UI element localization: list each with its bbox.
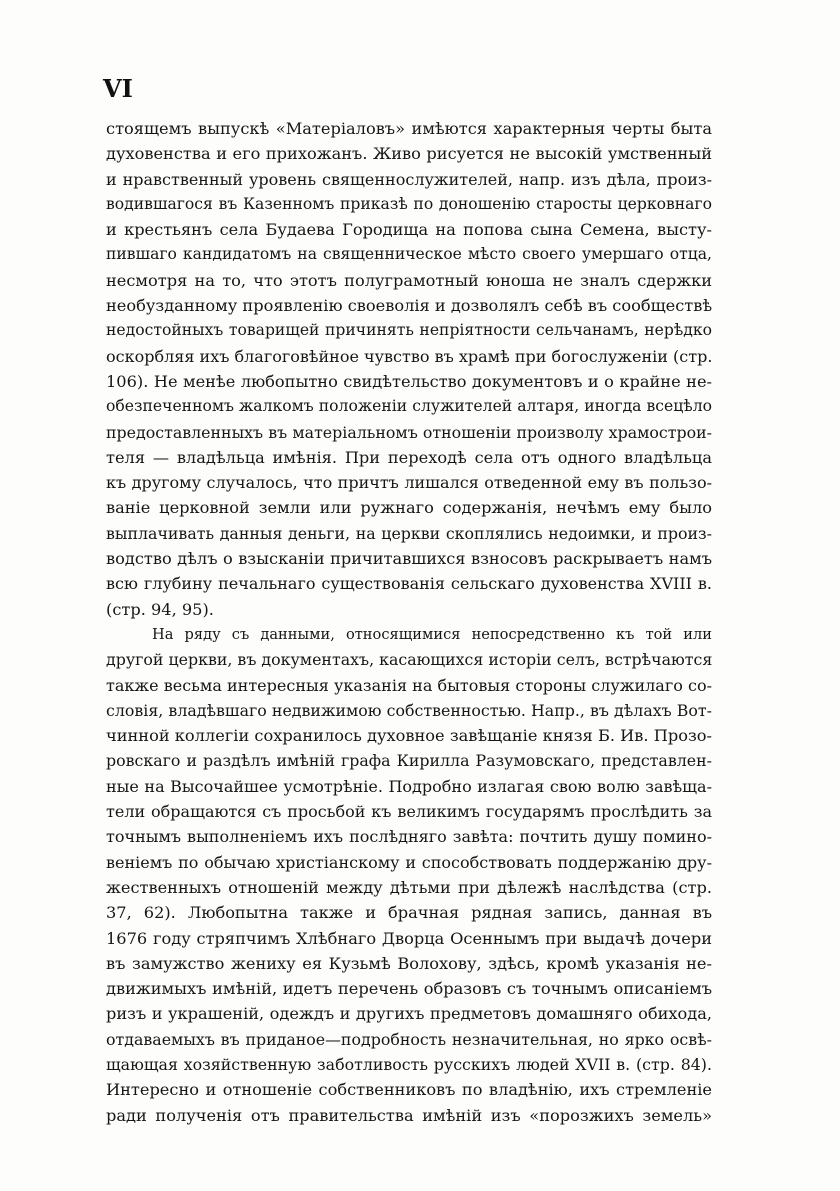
text-line: другой церкви, въ документахъ, касающихся исторіи селъ, встрѣчаются — [106, 650, 713, 670]
text-line: точнымъ выполненіемъ ихъ послѣдняго завѣта: почтить душу помино- — [106, 827, 712, 847]
text-line: теля — владѣльца имѣнія. При переходѣ села отъ одного владѣльца — [106, 447, 712, 467]
text-line: ризъ и украшеній, одеждъ и другихъ предметовъ домашняго обихода, — [106, 1004, 712, 1024]
text-line: духовенства и его прихожанъ. Живо рисуется не высокій умственный — [106, 144, 712, 164]
text-line: въ замужство жениху ея Кузьмѣ Волохову, здѣсь, кромѣ указанія не- — [106, 953, 712, 973]
text-line: выплачивать данныя деньги, на церкви скоплялись недоимки, и произ- — [106, 523, 712, 543]
text-line: предоставленныхъ въ матеріальномъ отношеніи произволу храмострои- — [106, 422, 712, 442]
text-line: веніемъ по обычаю христіанскому и способствовать поддержанію дру- — [106, 852, 712, 872]
text-line: ровскаго и раздѣлъ имѣній графа Кирилла Разумовскаго, представлен- — [106, 751, 712, 771]
text-line: стоящемъ выпускѣ «Матеріаловъ» имѣются характерныя черты быта — [106, 119, 712, 138]
text-line: водство дѣлъ о взысканіи причитавшихся взносовъ раскрываетъ намъ — [106, 549, 712, 569]
text-line: всю глубину печальнаго существованія сельскаго духовенства XVIII в. — [106, 574, 712, 594]
text-line: (стр. 94, 95). — [106, 599, 214, 619]
text-line: Интересно и отношеніе собственниковъ по владѣнію, ихъ стремленіе — [106, 1080, 712, 1100]
body-text — [106, 116, 712, 1128]
text-line: тели обращаются съ просьбой къ великимъ государямъ прослѣдить за — [106, 802, 712, 822]
text-line: движимыхъ имѣній, идетъ перечень образовъ съ точнымъ описаніемъ — [106, 979, 712, 999]
paragraph — [106, 116, 712, 622]
text-line: также весьма интересныя указанія на бытовыя стороны служилаго со- — [106, 675, 712, 695]
text-line: недостойныхъ товарищей причинять непріятности сельчанамъ, нерѣдко — [106, 321, 712, 340]
text-line: ради полученія отъ правительства имѣній изъ «порозжихъ земель» — [106, 1105, 712, 1125]
text-line: несмотря на то, что этотъ полуграмотный юноша не зналъ сдержки — [106, 270, 712, 290]
text-line: словія, владѣвшаго недвижимою собственностью. Напр., въ дѣлахъ Вот- — [106, 700, 712, 720]
text-line: къ другому случалось, что причтъ лишался отведенной ему въ пользо- — [106, 473, 712, 493]
text-line: На ряду съ данными, относящимися непосредственно къ той или — [152, 625, 712, 643]
text-line: оскорбляя ихъ благоговѣйное чувство въ храмѣ при богослуженіи (стр. — [106, 346, 713, 366]
text-line: пившаго кандидатомъ на священническое мѣсто своего умершаго отца, — [106, 245, 712, 264]
text-line: 1676 году стряпчимъ Хлѣбнаго Дворца Осеннымъ при выдачѣ дочери — [106, 928, 712, 948]
text-line: ные на Высочайшее усмотрѣніе. Подробно излагая свою волю завѣща- — [106, 776, 712, 796]
text-line: 37, 62). Любопытна также и брачная рядная запись, данная въ — [106, 903, 712, 923]
text-line: водившагося въ Казенномъ приказѣ по доношенію старосты церковнаго — [106, 194, 712, 213]
text-line: чинной коллегіи сохранилось духовное завѣщаніе князя Б. Ив. Прозо- — [106, 726, 712, 746]
text-line: 106). Не менѣе любопытно свидѣтельство документовъ и о крайне не- — [106, 371, 712, 391]
text-line: необузданному проявленію своеволія и дозволялъ себѣ въ сообществѣ — [106, 296, 713, 316]
text-line: щающая хозяйственную заботливость русскихъ людей XVII в. (стр. 84). — [106, 1054, 712, 1074]
paragraph — [106, 622, 712, 1128]
text-line: и крестьянъ села Будаева Городища на попова сына Семена, высту- — [106, 220, 712, 240]
text-line: обезпеченномъ жалкомъ положеніи служителей алтаря, иногда всецѣло — [106, 397, 712, 416]
text-line: ваніе церковной земли или ружнаго содержанія, нечѣмъ ему было — [106, 498, 712, 518]
text-line: жественныхъ отношеній между дѣтьми при дѣлежѣ наслѣдства (стр. — [106, 877, 712, 897]
text-line: и нравственный уровень священнослужителей, напр. изъ дѣла, произ- — [106, 169, 712, 189]
text-line: отдаваемыхъ въ приданое—подробность незначительная, но ярко освѣ- — [106, 1029, 712, 1049]
page-number: VI — [103, 74, 133, 103]
